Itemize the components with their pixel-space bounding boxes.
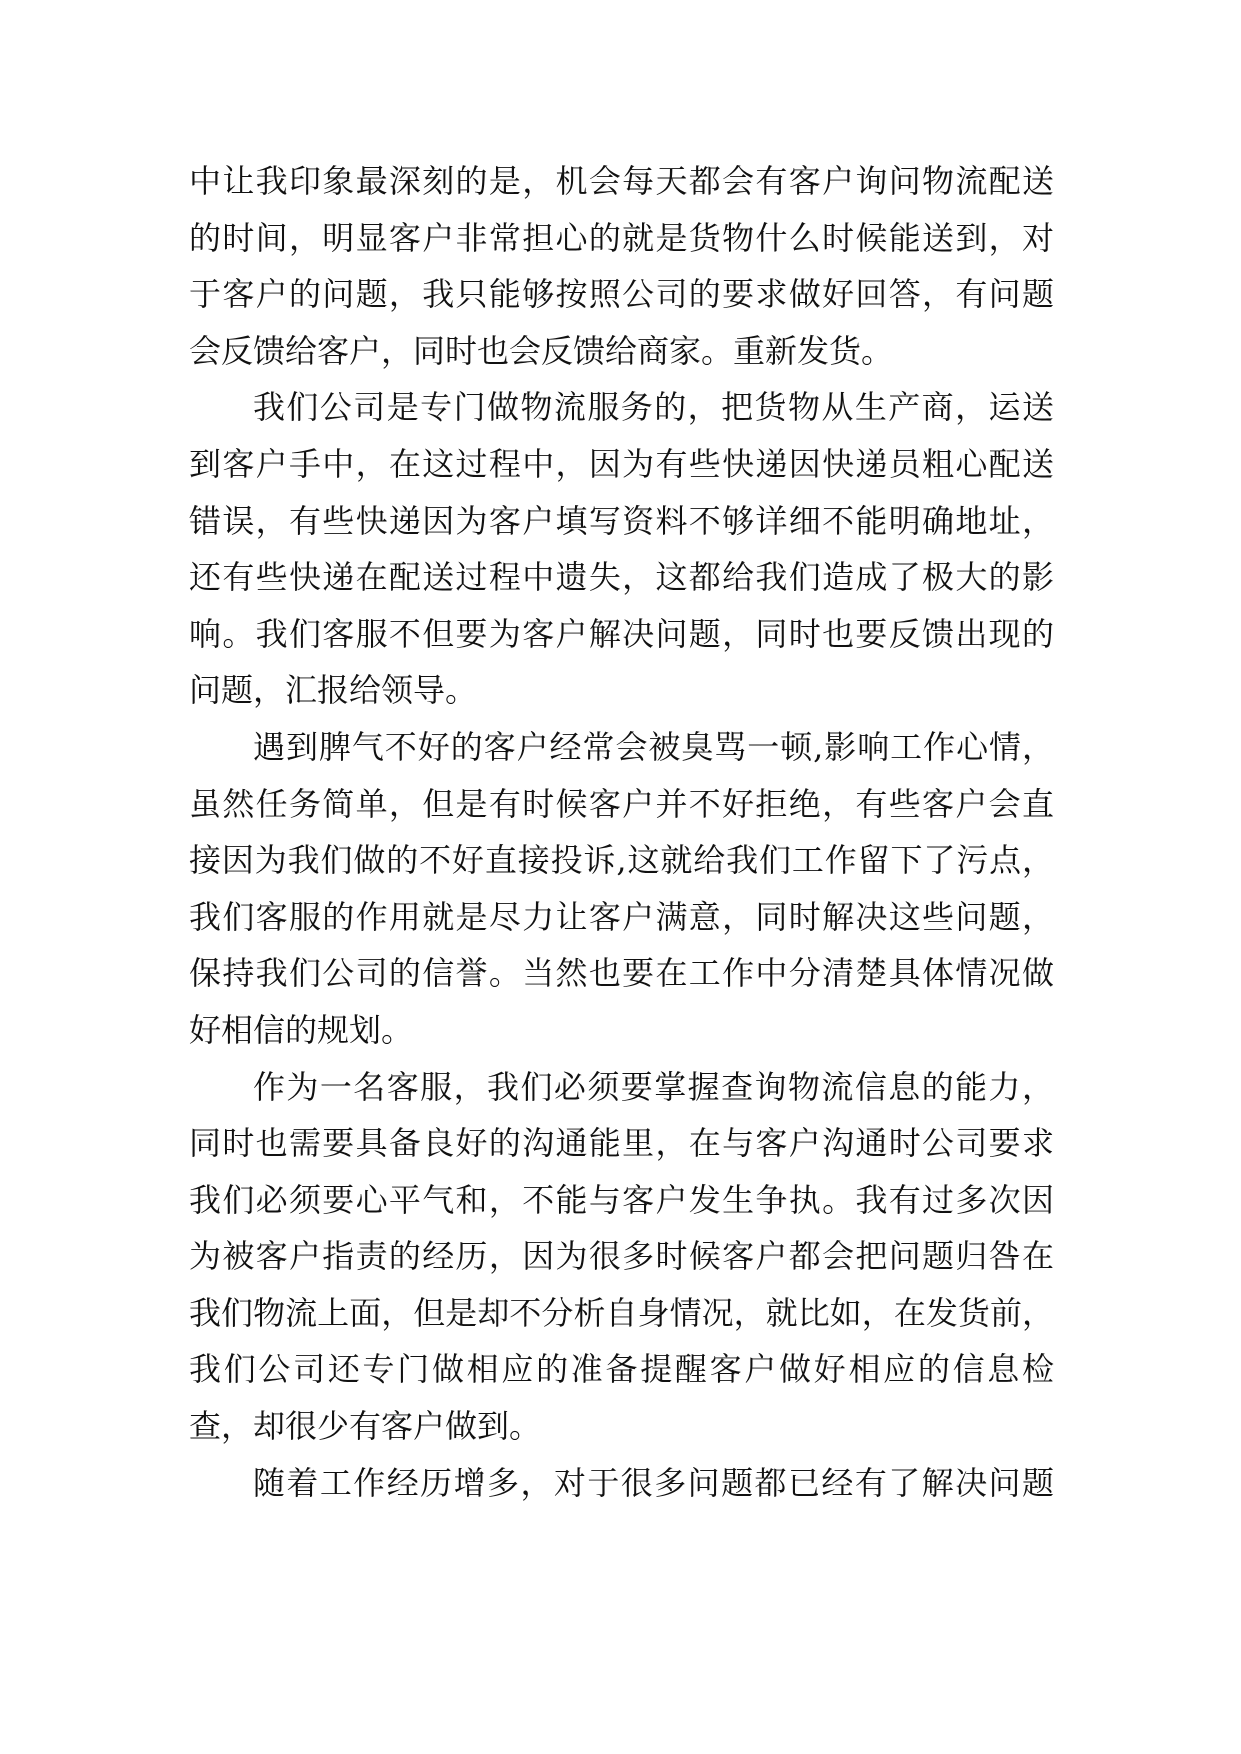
text-line: 的时间，明显客户非常担心的就是货物什么时候能送到，对 (189, 218, 1054, 257)
paragraph-first-line: 作为一名客服，我们必须要掌握查询物流信息的能力， (253, 1067, 1054, 1106)
text-line: 保持我们公司的信誉。当然也要在工作中分清楚具体情况做 (189, 954, 1054, 993)
paragraph-first-line: 遇到脾气不好的客户经常会被臭骂一顿,影响工作心情， (253, 727, 1054, 766)
text-line: 我们公司还专门做相应的准备提醒客户做好相应的信息检 (189, 1350, 1054, 1389)
body-text (189, 153, 1054, 1511)
text-line: 我们必须要心平气和，不能与客户发生争执。我有过多次因 (189, 1180, 1054, 1219)
text-line: 问题，汇报给领导。 (189, 671, 478, 710)
paragraph-first-line: 随着工作经历增多，对于很多问题都已经有了解决问题 (253, 1463, 1054, 1502)
text-line: 中让我印象最深刻的是，机会每天都会有客户询问物流配送 (189, 162, 1054, 200)
paragraph-first-line: 我们公司是专门做物流服务的，把货物从生产商，运送 (253, 388, 1054, 427)
text-line: 好相信的规划。 (189, 1010, 414, 1049)
text-line: 查，却很少有客户做到。 (189, 1407, 542, 1446)
text-line: 我们物流上面，但是却不分析自身情况，就比如，在发货前， (189, 1293, 1054, 1332)
text-line: 还有些快递在配送过程中遗失，这都给我们造成了极大的影 (189, 558, 1054, 597)
text-line: 我们客服的作用就是尽力让客户满意，同时解决这些问题， (189, 897, 1054, 936)
text-line: 到客户手中，在这过程中，因为有些快递因快递员粗心配送 (189, 444, 1054, 483)
text-line: 于客户的问题，我只能够按照公司的要求做好回答，有问题 (189, 275, 1054, 314)
text-line: 会反馈给客户，同时也会反馈给商家。重新发货。 (189, 331, 894, 370)
text-line: 响。我们客服不但要为客户解决问题，同时也要反馈出现的 (189, 614, 1054, 653)
text-line: 接因为我们做的不好直接投诉,这就给我们工作留下了污点， (189, 841, 1054, 880)
text-line: 错误，有些快递因为客户填写资料不够详细不能明确地址， (189, 501, 1054, 540)
text-line: 同时也需要具备良好的沟通能里，在与客户沟通时公司要求 (189, 1124, 1054, 1163)
text-line: 虽然任务简单，但是有时候客户并不好拒绝，有些客户会直 (189, 784, 1054, 823)
text-line: 为被客户指责的经历，因为很多时候客户都会把问题归咎在 (189, 1237, 1054, 1276)
